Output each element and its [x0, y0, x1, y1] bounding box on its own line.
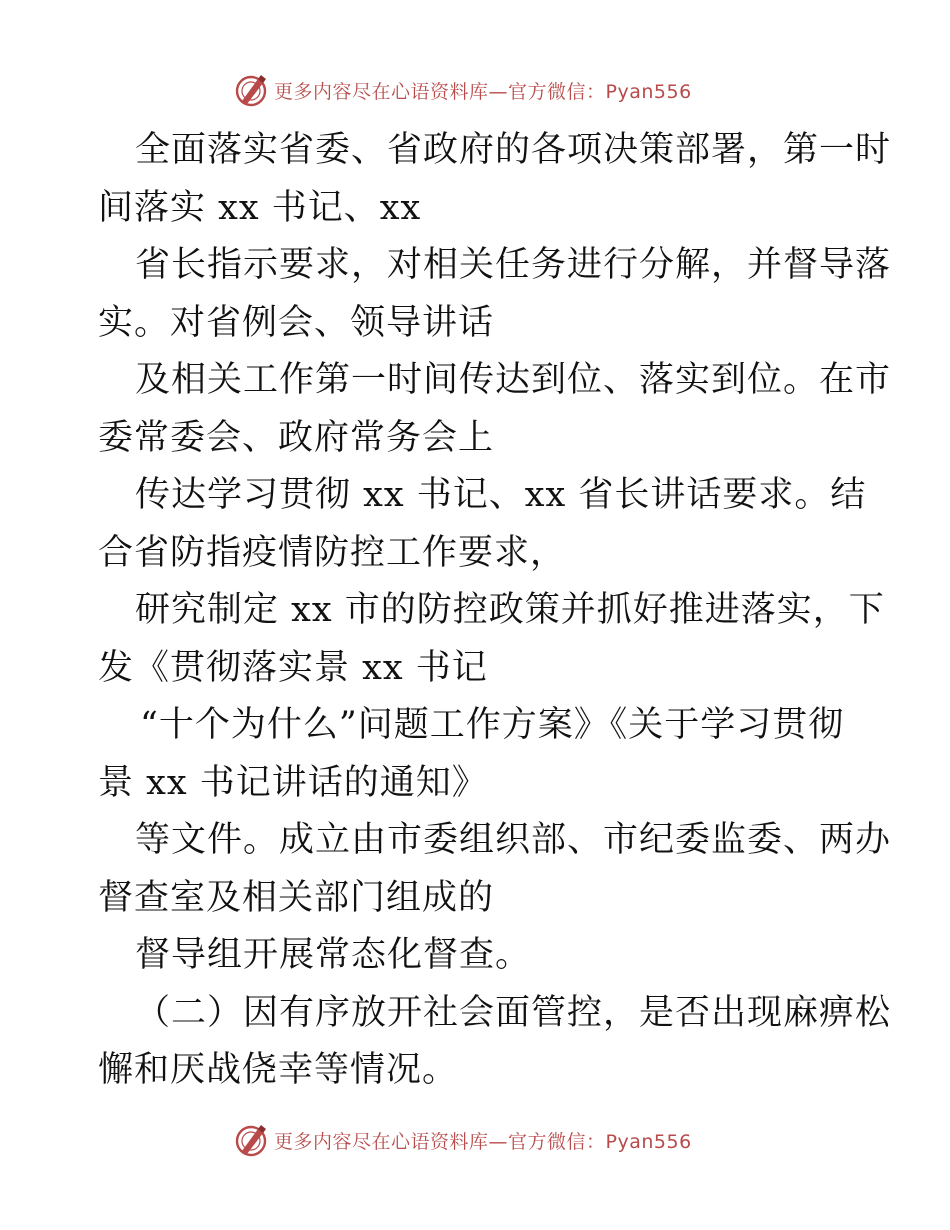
- footer-watermark: [232, 1120, 692, 1160]
- paragraph-line: 研究制定 xx 市的防控政策并抓好推进落实，下: [135, 590, 885, 630]
- paragraph-line: 委常委会、政府常务会上: [98, 417, 495, 458]
- paragraph-line: 合省防指疫情防控工作要求，: [98, 532, 567, 573]
- paragraph-line: 等文件。成立由市委组织部、市纪委监委、两办: [135, 820, 892, 860]
- watermark-text: 更多内容尽在心语资料库—官方微信：Pyan556: [274, 1130, 692, 1153]
- pen-nib-circle-icon: [232, 71, 270, 109]
- paragraph-line: 发《贯彻落实景 xx 书记: [98, 647, 488, 688]
- document-body: [98, 122, 892, 1100]
- pen-nib-circle-icon: [232, 1121, 270, 1159]
- paragraph-line: 督查室及相关部门组成的: [98, 877, 495, 918]
- paragraph-line: 及相关工作第一时间传达到位、落实到位。在市: [135, 360, 892, 400]
- paragraph-line: 懈和厌战侥幸等情况。: [98, 1050, 459, 1090]
- paragraph-line: 实。对省例会、领导讲话: [98, 302, 495, 343]
- header-watermark: [232, 70, 692, 110]
- paragraph-line: 全面落实省委、省政府的各项决策部署，第一时: [135, 130, 892, 170]
- section-heading: （二）因有序放开社会面管控，是否出现麻痹松: [135, 992, 892, 1033]
- paragraph-line: “十个为什么”问题工作方案》《关于学习贯彻: [140, 705, 845, 745]
- paragraph-line: 省长指示要求，对相关任务进行分解，并督导落: [135, 245, 892, 285]
- paragraph-line: 督导组开展常态化督查。: [135, 935, 532, 975]
- watermark-text: 更多内容尽在心语资料库—官方微信：Pyan556: [274, 80, 692, 103]
- paragraph-line: 传达学习贯彻 xx 书记、xx 省长讲话要求。结: [135, 475, 867, 515]
- paragraph-line: 间落实 xx 书记、xx: [98, 187, 422, 228]
- paragraph-line: 景 xx 书记讲话的通知》: [98, 762, 488, 803]
